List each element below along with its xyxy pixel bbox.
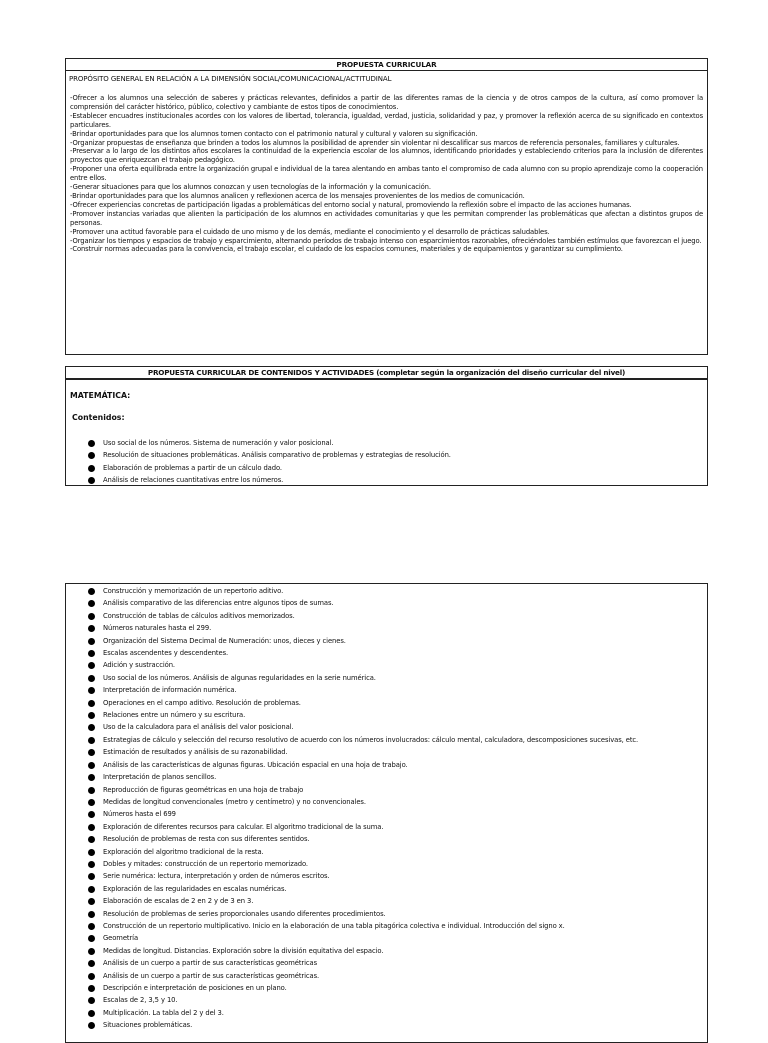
bullet-icon	[88, 737, 95, 744]
box-title: PROPUESTA CURRICULAR	[66, 59, 707, 71]
list-item	[88, 635, 707, 647]
list-item	[88, 796, 707, 808]
bullet-icon	[88, 687, 95, 694]
list-item-text: Reproducción de figuras geométricas en una hoja de trabajo	[103, 785, 304, 794]
contents-list	[66, 423, 707, 487]
bullet-icon	[88, 911, 95, 918]
list-item	[88, 659, 707, 671]
purpose-paragraphs	[66, 84, 707, 254]
list-item	[88, 970, 707, 982]
list-item	[88, 846, 707, 858]
list-item	[88, 833, 707, 845]
list-item-text: Multiplicación. La tabla del 2 y del 3.	[103, 1008, 224, 1017]
bullet-icon	[88, 935, 95, 942]
bullet-icon	[88, 700, 95, 707]
list-item	[88, 585, 707, 597]
list-item-text: Resolución de problemas de series proporcionales usando diferentes procedimientos.	[103, 909, 386, 918]
list-item	[88, 870, 707, 882]
list-item-text: Escalas ascendentes y descendentes.	[103, 649, 229, 658]
list-item	[88, 474, 707, 486]
list-item-text: Análisis de un cuerpo a partir de sus características geométricas	[103, 959, 318, 968]
list-item	[88, 957, 707, 969]
list-item-text: Construcción de un repertorio multiplicativo. Inicio en la elaboración de una tabla pitagórica colectiva e individual. Introducción del signo x.	[103, 921, 565, 930]
list-item-text: Números naturales hasta el 299.	[103, 624, 212, 633]
section-title: MATEMÁTICA:	[70, 391, 131, 400]
list-item-text: Estimación de resultados y análisis de su razonabilidad.	[103, 748, 288, 757]
bullet-icon	[88, 762, 95, 769]
contents-label: Contenidos:	[72, 413, 125, 422]
list-item-text: Interpretación de información numérica.	[103, 686, 237, 695]
purpose-paragraph: -Generar situaciones para que los alumnos conozcan y usen tecnologías de la información y la comunicación.	[70, 183, 431, 192]
contents-list	[66, 584, 707, 1032]
list-item	[88, 462, 707, 474]
list-item	[88, 808, 707, 820]
list-item	[88, 908, 707, 920]
list-item-text: Dobles y mitades: construcción de un repertorio memorizado.	[103, 859, 308, 868]
bullet-icon	[88, 836, 95, 843]
purpose-paragraph: -Brindar oportunidades para que los alumnos analicen y reflexionen acerca de los mensajes provenientes de los medios de comunicación.	[70, 191, 525, 200]
list-item	[88, 684, 707, 696]
bullet-icon	[88, 588, 95, 595]
list-item	[88, 883, 707, 895]
list-item	[88, 437, 707, 449]
list-item-text: Exploración de diferentes recursos para calcular. El algoritmo tradicional de la suma.	[103, 822, 384, 831]
purpose-paragraph: -Proponer una oferta equilibrada entre la organización grupal e individual de la tarea alentando en ambas tanto el compromiso de cada alumno con su propio aprendizaje como la cooperación entre ellos.	[70, 165, 703, 183]
list-item	[88, 982, 707, 994]
list-item	[88, 622, 707, 634]
list-item-text: Organización del Sistema Decimal de Numeración: unos, dieces y cienes.	[103, 636, 346, 645]
bullet-icon	[88, 787, 95, 794]
list-item-text: Exploración del algoritmo tradicional de la resta.	[103, 847, 264, 856]
list-item-text: Análisis de relaciones cuantitativas entre los números.	[103, 476, 284, 485]
bullet-icon	[88, 997, 95, 1004]
list-item-text: Operaciones en el campo aditivo. Resolución de problemas.	[103, 698, 301, 707]
purpose-paragraph: -Promover instancias variadas que alienten la participación de los alumnos en actividades comunitarias y que les permitan comprender las problemáticas que afectan a distintos grupos de personas.	[70, 209, 703, 227]
bullet-icon	[88, 1010, 95, 1017]
list-item-text: Resolución de problemas de resta con sus diferentes sentidos.	[103, 835, 310, 844]
bullet-icon	[88, 712, 95, 719]
list-item	[88, 994, 707, 1006]
list-item-text: Análisis de las características de algunas figuras. Ubicación espacial en una hoja de trabajo.	[103, 760, 408, 769]
contenidos-actividades-box	[65, 366, 708, 486]
list-item-text: Escalas de 2, 3,5 y 10.	[103, 996, 178, 1005]
purpose-paragraph: -Ofrecer a los alumnos una selección de saberes y prácticas relevantes, definidos a partir de las diferentes ramas de la ciencia y de otros campos de la cultura, así como promover la comprensión del carácter histórico, público, colectivo y cambiante de estos tipos de conocimientos.	[70, 94, 703, 111]
bullet-icon	[88, 923, 95, 930]
list-item	[88, 597, 707, 609]
list-item	[88, 932, 707, 944]
list-item-text: Construcción de tablas de cálculos aditivos memorizados.	[103, 611, 295, 620]
list-item-text: Uso social de los números. Sistema de numeración y valor posicional.	[103, 439, 334, 447]
list-item-text: Estrategias de cálculo y selección del recurso resolutivo de acuerdo con los números involucrados: cálculo mental, calculadora, descomposiciones sucesivas, etc.	[103, 735, 639, 744]
list-item-text: Medidas de longitud. Distancias. Exploración sobre la división equitativa del espacio.	[103, 946, 384, 955]
contents-continuation-box	[65, 583, 708, 1043]
list-item-text: Elaboración de escalas de 2 en 2 y de 3 en 3.	[103, 897, 254, 906]
bullet-icon	[88, 600, 95, 607]
list-item-text: Análisis de un cuerpo a partir de sus características geométricas.	[103, 971, 320, 980]
list-item	[88, 449, 707, 461]
bullet-icon	[88, 465, 95, 472]
bullet-icon	[88, 1022, 95, 1029]
purpose-paragraph: -Brindar oportunidades para que los alumnos tomen contacto con el patrimonio natural y cultural y valoren su significación.	[70, 129, 478, 138]
bullet-icon	[88, 960, 95, 967]
bullet-icon	[88, 799, 95, 806]
list-item	[88, 858, 707, 870]
purpose-paragraph: -Organizar propuestas de enseñanza que brinden a todos los alumnos la posibilidad de aprender sin violentar ni descalificar sus marcos de referencia personales, familiares y culturales.	[70, 138, 680, 147]
list-item	[88, 647, 707, 659]
list-item	[88, 821, 707, 833]
list-item-text: Construcción y memorización de un repertorio aditivo.	[103, 587, 284, 595]
bullet-icon	[88, 638, 95, 645]
purpose-paragraph: -Construir normas adecuadas para la convivencia, el trabajo escolar, el cuidado de los espacios comunes, materiales y de equipamientos y garantizar su cumplimiento.	[70, 245, 623, 254]
list-item-text: Uso de la calculadora para el análisis del valor posicional.	[103, 723, 294, 732]
purpose-paragraph: -Preservar a lo largo de los distintos años escolares la continuidad de la experiencia escolar de los alumnos, identificando prioridades y estableciendo criterios para la inclusión de diferentes proyectos que enriquezcan el trabajo pedagógico.	[70, 147, 703, 165]
bullet-icon	[88, 849, 95, 856]
bullet-icon	[88, 650, 95, 657]
list-item-text: Situaciones problemáticas.	[103, 1021, 193, 1030]
list-item	[88, 610, 707, 622]
list-item-text: Análisis comparativo de las diferencias entre algunos tipos de sumas.	[103, 599, 334, 608]
list-item	[88, 709, 707, 721]
list-item	[88, 734, 707, 746]
list-item	[88, 1019, 707, 1031]
list-item	[88, 721, 707, 733]
list-item-text: Relaciones entre un número y su escritura.	[103, 711, 246, 720]
list-item	[88, 771, 707, 783]
list-item	[88, 672, 707, 684]
purpose-paragraph: -Organizar los tiempos y espacios de trabajo y esparcimiento, alternando períodos de trabajo intenso con esparcimientos razonables, ofreciéndoles también estímulos que favorezcan el juego.	[70, 236, 702, 245]
bullet-icon	[88, 749, 95, 756]
list-item	[88, 697, 707, 709]
bullet-icon	[88, 811, 95, 818]
list-item-text: Serie numérica: lectura, interpretación y orden de números escritos.	[103, 872, 330, 881]
bullet-icon	[88, 985, 95, 992]
list-item	[88, 945, 707, 957]
bullet-icon	[88, 824, 95, 831]
list-item	[88, 1007, 707, 1019]
list-item-text: Elaboración de problemas a partir de un cálculo dado.	[103, 463, 282, 472]
bullet-icon	[88, 948, 95, 955]
bullet-icon	[88, 861, 95, 868]
bullet-icon	[88, 477, 95, 484]
bullet-icon	[88, 898, 95, 905]
bullet-icon	[88, 440, 95, 447]
purpose-paragraph: -Ofrecer experiencias concretas de participación ligadas a problemáticas del entorno social y natural, promoviendo la reflexión sobre el impacto de las acciones humanas.	[70, 200, 632, 209]
bullet-icon	[88, 675, 95, 682]
bullet-icon	[88, 613, 95, 620]
bullet-icon	[88, 662, 95, 669]
list-item	[88, 746, 707, 758]
list-item-text: Interpretación de planos sencillos.	[103, 773, 217, 782]
list-item	[88, 920, 707, 932]
bullet-icon	[88, 724, 95, 731]
list-item-text: Medidas de longitud convencionales (metro y centímetro) y no convencionales.	[103, 797, 366, 806]
list-item-text: Adición y sustracción.	[103, 661, 175, 670]
list-item-text: Números hasta el 699	[103, 810, 176, 819]
list-item-text: Resolución de situaciones problemáticas. Análisis comparativo de problemas y estrategias de resolución.	[103, 451, 451, 460]
propuesta-curricular-box	[65, 58, 708, 355]
bullet-icon	[88, 452, 95, 459]
list-item-text: Descripción e interpretación de posiciones en un plano.	[103, 984, 287, 992]
purpose-paragraph: -Promover una actitud favorable para el cuidado de uno mismo y de los demás, mediante el conocimiento y el desarrollo de prácticas saludables.	[70, 227, 550, 236]
list-item-text: Uso social de los números. Análisis de algunas regularidades en la serie numérica.	[103, 673, 376, 682]
bullet-icon	[88, 625, 95, 632]
list-item	[88, 784, 707, 796]
purpose-paragraph: -Establecer encuadres institucionales acordes con los valores de libertad, tolerancia, igualdad, verdad, justicia, solidaridad y paz, y promover la reflexión acerca de su significado en contextos particulares.	[70, 111, 703, 129]
purpose-subtitle: PROPÓSITO GENERAL EN RELACIÓN A LA DIMENSIÓN SOCIAL/COMUNICACIONAL/ACTITUDINAL	[69, 75, 392, 83]
list-item-text: Geometría	[103, 934, 139, 943]
list-item	[88, 759, 707, 771]
bullet-icon	[88, 886, 95, 893]
list-item	[88, 895, 707, 907]
bullet-icon	[88, 973, 95, 980]
box-title: PROPUESTA CURRICULAR DE CONTENIDOS Y ACTIVIDADES (completar según la organización del diseño curricular del nivel)	[66, 367, 707, 380]
list-item-text: Exploración de las regularidades en escalas numéricas.	[103, 884, 287, 893]
bullet-icon	[88, 774, 95, 781]
bullet-icon	[88, 873, 95, 880]
